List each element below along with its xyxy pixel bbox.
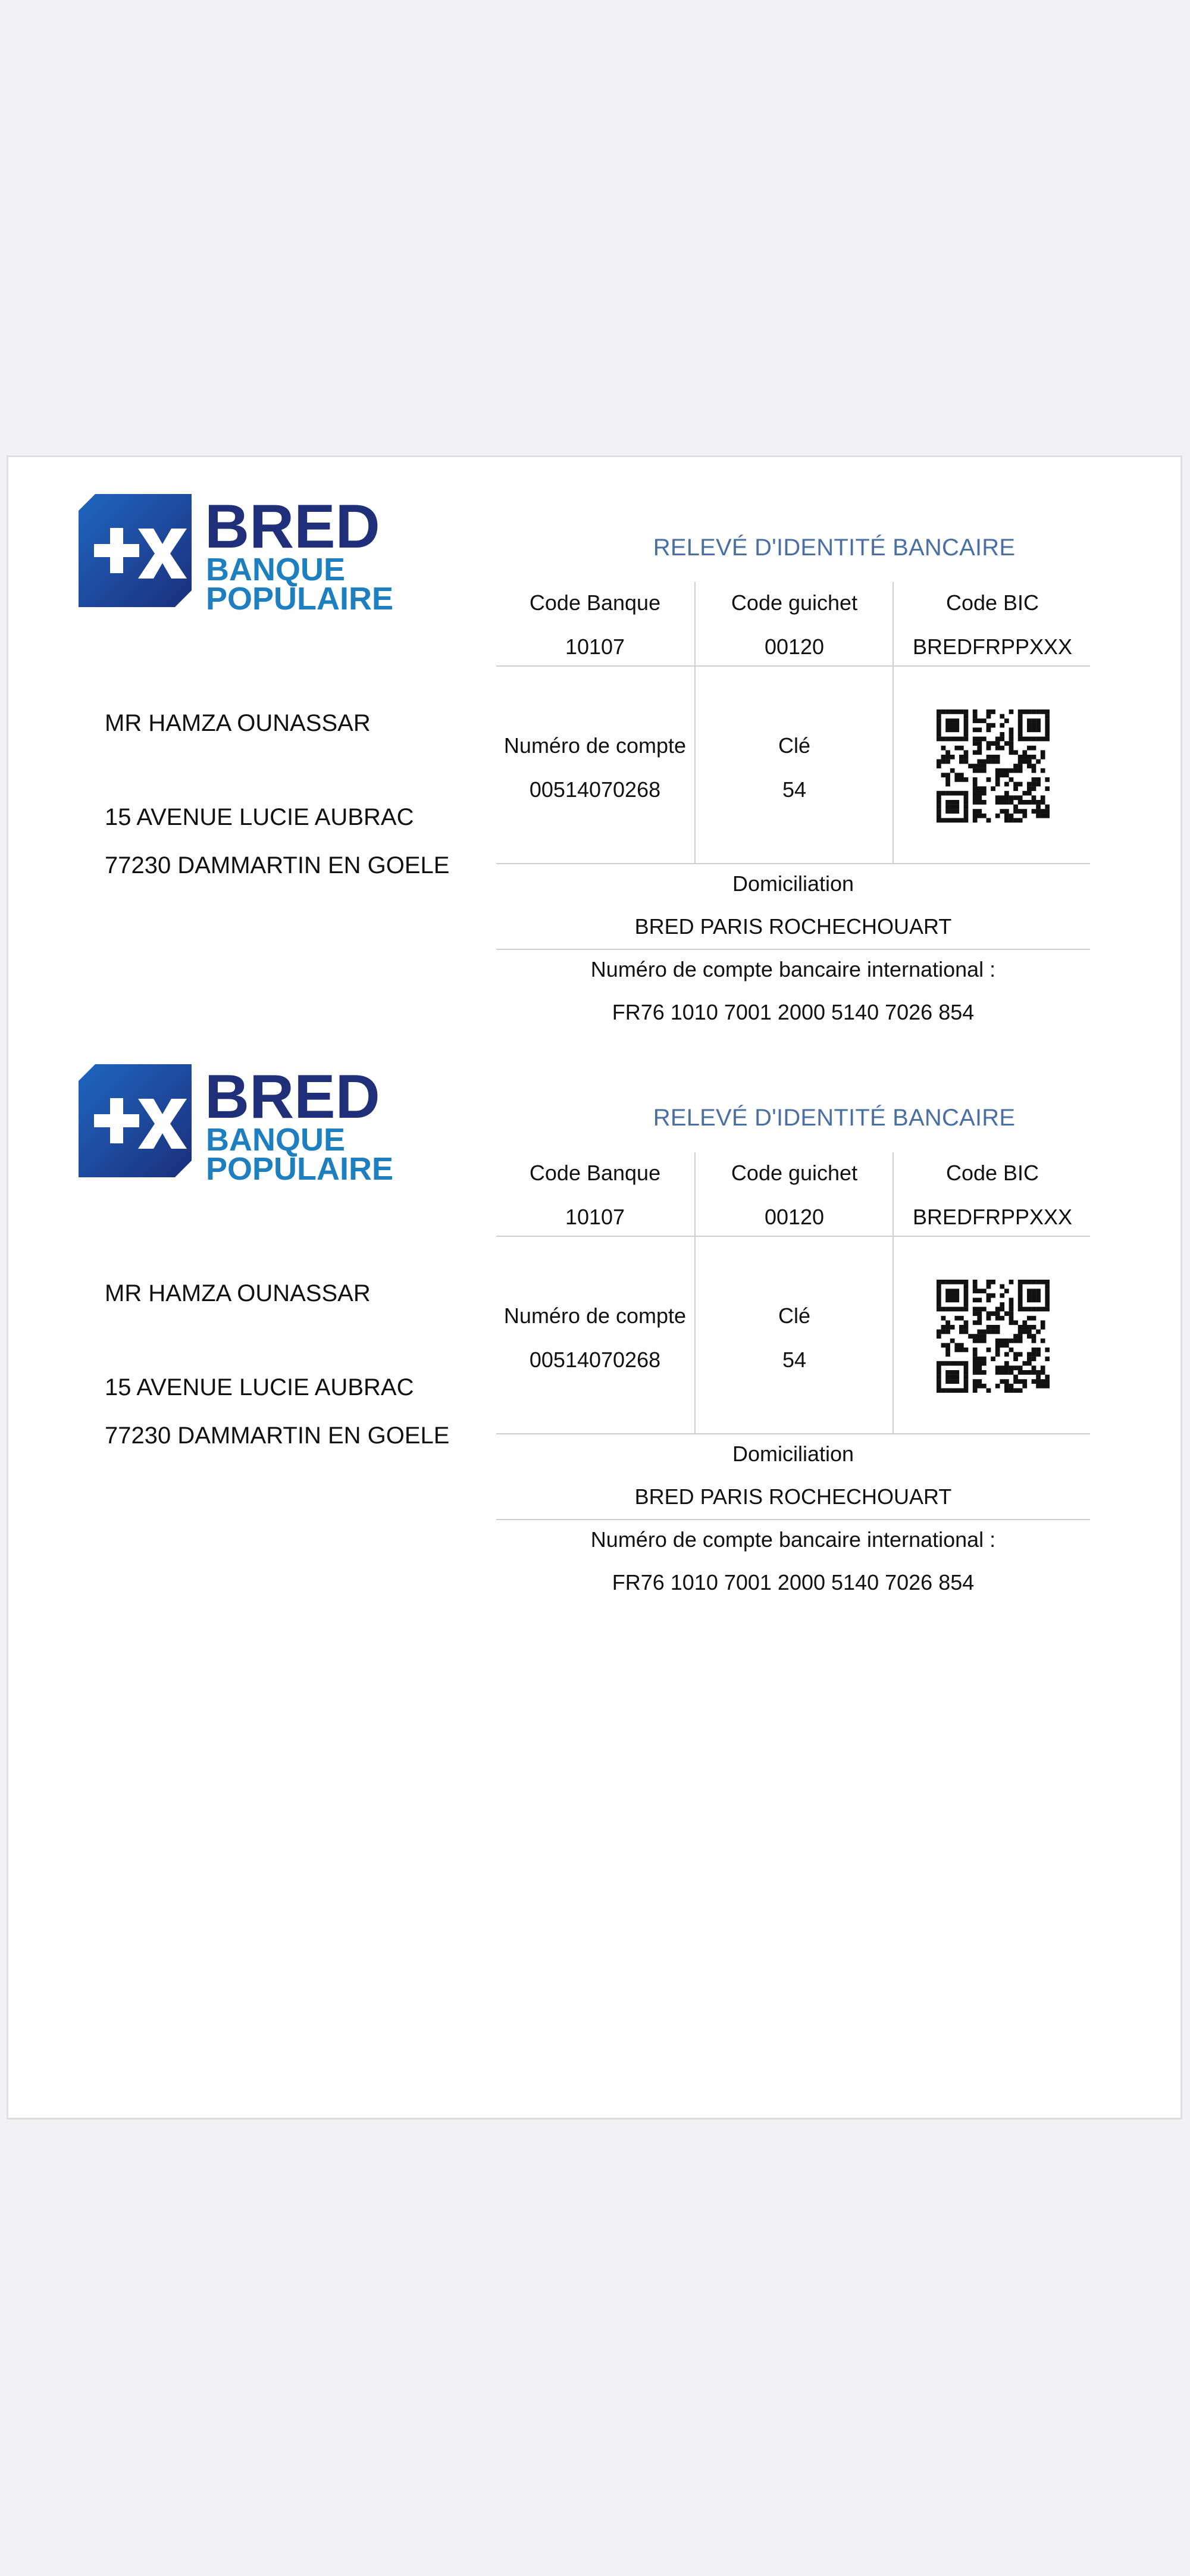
branch-code-value: 00120: [764, 634, 825, 659]
iban-value: FR76 1010 7001 2000 5140 7026 854: [612, 1570, 975, 1595]
qr-cell: [892, 667, 1091, 863]
address-line-1: 15 AVENUE LUCIE AUBRAC: [105, 804, 414, 830]
qr-code: [937, 1280, 1050, 1393]
key-value: 54: [782, 777, 807, 802]
account-number-cell: [496, 667, 694, 863]
bank-code-value: 10107: [565, 1205, 625, 1229]
branch-code-cell: [694, 582, 893, 665]
bic-label: Code BIC: [945, 1161, 1039, 1185]
branch-code-value: 00120: [764, 1205, 825, 1229]
bic-value: BREDFRPPXXX: [912, 1205, 1073, 1229]
address-line-2: 77230 DAMMARTIN EN GOELE: [105, 852, 450, 879]
branch-code-label: Code guichet: [731, 590, 858, 615]
rib-block-1: [8, 457, 1180, 1028]
key-cell: [694, 1237, 893, 1433]
svg-text:BANQUE: BANQUE: [206, 552, 346, 587]
holder-name: MR HAMZA OUNASSAR: [105, 710, 371, 736]
key-label: Clé: [778, 733, 811, 758]
svg-text:BRED: BRED: [205, 494, 380, 561]
branch-code-label: Code guichet: [731, 1161, 858, 1185]
divider: [496, 1519, 1090, 1520]
bank-code-cell: [496, 1152, 694, 1236]
domiciliation-label: Domiciliation: [732, 1442, 854, 1466]
address-line-1: 15 AVENUE LUCIE AUBRAC: [105, 1374, 414, 1400]
bank-code-value: 10107: [565, 634, 625, 659]
divider: [496, 863, 1090, 864]
divider: [496, 1433, 1090, 1434]
qr-code: [937, 709, 1050, 823]
svg-text:POPULAIRE: POPULAIRE: [206, 581, 394, 613]
branch-code-cell: [694, 1152, 893, 1236]
rib-block-2: [8, 1027, 1180, 1599]
bank-code-label: Code Banque: [529, 1161, 661, 1185]
account-number-cell: [496, 1237, 694, 1433]
account-row: [496, 667, 1090, 863]
iban-value: FR76 1010 7001 2000 5140 7026 854: [612, 1000, 975, 1024]
svg-text:BANQUE: BANQUE: [206, 1122, 346, 1158]
key-value: 54: [782, 1348, 807, 1372]
account-number-value: 00514070268: [529, 1348, 661, 1372]
holder-name: MR HAMZA OUNASSAR: [105, 1280, 371, 1306]
rib-title: RELEVÉ D'IDENTITÉ BANCAIRE: [653, 534, 1016, 561]
key-cell: [694, 667, 893, 863]
bank-code-label: Code Banque: [529, 590, 661, 615]
domiciliation-value: BRED PARIS ROCHECHOUART: [634, 1484, 952, 1509]
svg-text:BRED: BRED: [205, 1064, 380, 1131]
iban-label: Numéro de compte bancaire international :: [590, 957, 996, 981]
bank-details-table: [496, 1152, 1090, 1595]
bic-cell: [892, 582, 1091, 665]
account-number-label: Numéro de compte: [503, 1303, 687, 1328]
account-number-value: 00514070268: [529, 777, 661, 802]
address-line-2: 77230 DAMMARTIN EN GOELE: [105, 1423, 450, 1449]
document-page: [8, 457, 1180, 2118]
bank-details-table: [496, 582, 1090, 1024]
svg-text:POPULAIRE: POPULAIRE: [206, 1151, 394, 1183]
bic-label: Code BIC: [945, 590, 1039, 615]
iban-label: Numéro de compte bancaire international :: [590, 1527, 996, 1552]
qr-cell: [892, 1237, 1091, 1433]
bic-cell: [892, 1152, 1091, 1236]
bred-logo: [79, 1064, 412, 1183]
domiciliation-label: Domiciliation: [732, 871, 854, 896]
bred-logo: [79, 494, 412, 613]
divider: [496, 949, 1090, 950]
key-label: Clé: [778, 1303, 811, 1328]
bank-code-cell: [496, 582, 694, 665]
domiciliation-value: BRED PARIS ROCHECHOUART: [634, 914, 952, 939]
account-number-label: Numéro de compte: [503, 733, 687, 758]
bic-value: BREDFRPPXXX: [912, 634, 1073, 659]
account-row: [496, 1237, 1090, 1433]
rib-title: RELEVÉ D'IDENTITÉ BANCAIRE: [653, 1105, 1016, 1131]
codes-row: [496, 1152, 1090, 1236]
codes-row: [496, 582, 1090, 665]
